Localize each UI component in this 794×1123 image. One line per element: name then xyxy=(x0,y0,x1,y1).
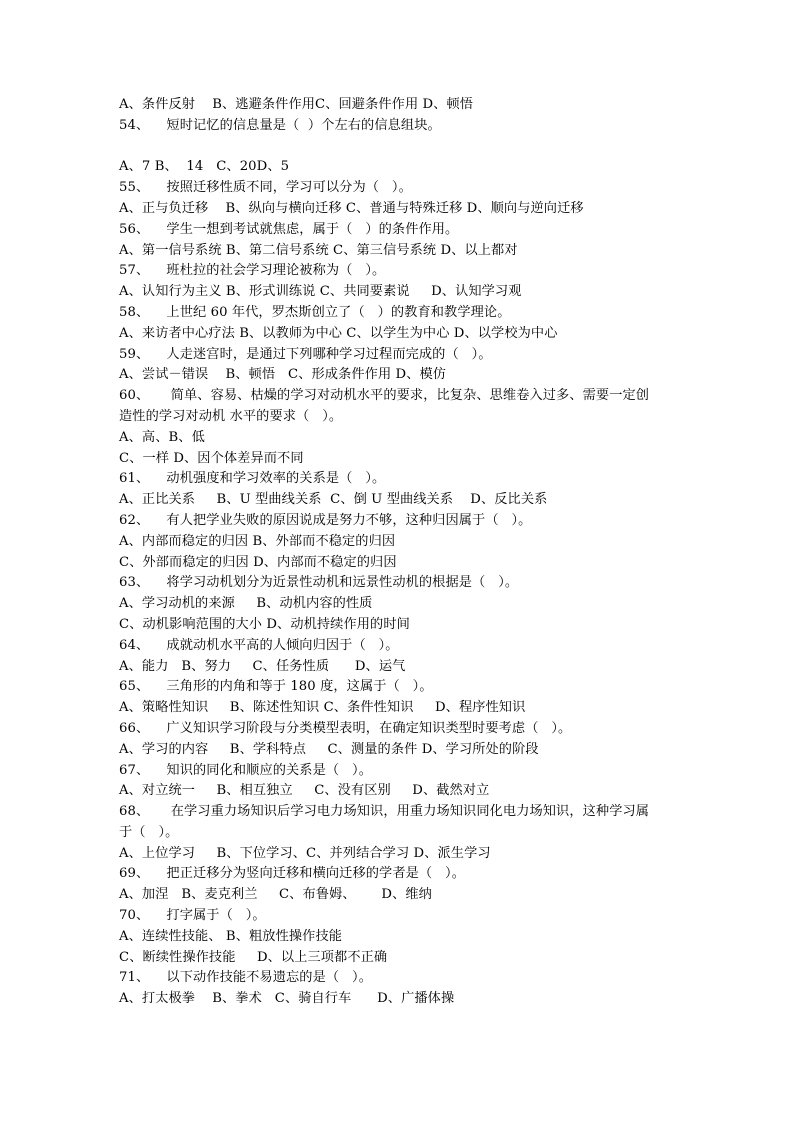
text-line: A、尝试－错误 B、顿悟 C、形成条件作用 D、模仿 xyxy=(119,367,447,383)
text-line: 59、 人走迷宫时，是通过下列哪种学习过程而完成的（ ）。 xyxy=(119,346,492,362)
text-line: A、内部而稳定的归因 B、外部而不稳定的归因 xyxy=(119,533,396,549)
text-line: A、连续性技能、 B、粗放性操作技能 xyxy=(119,928,343,944)
text-line: 69、 把正迁移分为竖向迁移和横向迁移的学者是（ ）。 xyxy=(119,866,466,882)
text-line: A、7 B、 14 C、20D、5 xyxy=(119,159,290,175)
text-line: 55、 按照迁移性质不同，学习可以分为（ ）。 xyxy=(119,180,412,196)
text-line: A、第一信号系统 B、第二信号系统 C、第三信号系统 D、以上都对 xyxy=(119,242,518,258)
blank-line xyxy=(119,137,719,158)
text-line: A、学习动机的来源 B、动机内容的性质 xyxy=(119,596,373,612)
text-line: A、能力 B、努力 C、任务性质 D、运气 xyxy=(119,658,406,674)
text-line: 64、 成就动机水平高的人倾向归因于（ ）。 xyxy=(119,637,399,653)
text-line: A、正与负迁移 B、纵向与横向迁移 C、普通与特殊迁移 D、顺向与逆向迁移 xyxy=(119,200,584,216)
text-line: 70、 打字属于（ ）。 xyxy=(119,908,266,924)
text-line: A、高、B、低 xyxy=(119,429,205,445)
text-line: A、认知行为主义 B、形式训练说 C、共同要素说 D、认知学习观 xyxy=(119,284,522,300)
document-body xyxy=(119,95,719,1010)
text-line: 造性的学习对动机 水平的要求（ ）。 xyxy=(119,408,343,424)
text-line: 67、 知识的同化和顺应的关系是（ ）。 xyxy=(119,762,373,778)
text-line: 54、 短时记忆的信息量是（ ）个左右的信息组块。 xyxy=(119,117,441,133)
text-line: 60、 简单、容易、枯燥的学习对动机水平的要求，比复杂、思维卷入过多、需要一定创 xyxy=(119,388,650,404)
text-line: C、动机影响范围的大小 D、动机持续作用的时间 xyxy=(119,616,410,632)
text-line: 57、 班杜拉的社会学习理论被称为（ ）。 xyxy=(119,263,386,279)
text-line: 66、 广义知识学习阶段与分类模型表明，在确定知识类型时要考虑（ ）。 xyxy=(119,720,572,736)
text-line: 于（ ）。 xyxy=(119,824,179,840)
text-line: 71、 以下动作技能不易遗忘的是（ ）。 xyxy=(119,970,373,986)
text-line: A、条件反射 B、逃避条件作用C、回避条件作用 D、顿悟 xyxy=(119,97,474,112)
text-line: 62、 有人把学业失败的原因说成是努力不够，这种归因属于（ ）。 xyxy=(119,512,532,528)
text-line: C、一样 D、因个体差异而不同 xyxy=(119,450,304,466)
text-line: A、加涅 B、麦克利兰 C、布鲁姆、 D、维纳 xyxy=(119,887,432,903)
text-line: C、外部而稳定的归因 D、内部而不稳定的归因 xyxy=(119,554,397,570)
text-line: 61、 动机强度和学习效率的关系是（ ）。 xyxy=(119,471,386,487)
text-line: A、学习的内容 B、学科特点 C、测量的条件 D、学习所处的阶段 xyxy=(119,741,539,757)
text-line: A、策略性知识 B、陈述性知识 C、条件性知识 D、程序性知识 xyxy=(119,700,526,716)
text-line: 68、 在学习重力场知识后学习电力场知识，用重力场知识同化电力场知识，这种学习属 xyxy=(119,804,650,820)
text-line: 58、 上世纪 60 年代，罗杰斯创立了（ ）的教育和教学理论。 xyxy=(119,304,511,320)
text-line: 56、 学生一想到考试就焦虑，属于（ ）的条件作用。 xyxy=(119,221,459,237)
text-line: A、对立统一 B、相互独立 C、没有区别 D、截然对立 xyxy=(119,783,490,799)
text-line: A、打太极拳 B、拳术 C、骑自行车 D、广播体操 xyxy=(119,991,455,1007)
text-line: C、断续性操作技能 D、以上三项都不正确 xyxy=(119,949,388,965)
text-line: A、来访者中心疗法 B、以教师为中心 C、以学生为中心 D、以学校为中心 xyxy=(119,325,558,341)
text-line: 63、 将学习动机划分为近景性动机和远景性动机的根据是（ ）。 xyxy=(119,575,519,591)
text-line: A、上位学习 B、下位学习、C、并列结合学习 D、派生学习 xyxy=(119,845,491,861)
text-line: 65、 三角形的内角和等于 180 度，这属于（ ）。 xyxy=(119,679,433,695)
text-line: A、正比关系 B、U 型曲线关系 C、倒 U 型曲线关系 D、反比关系 xyxy=(119,492,548,508)
